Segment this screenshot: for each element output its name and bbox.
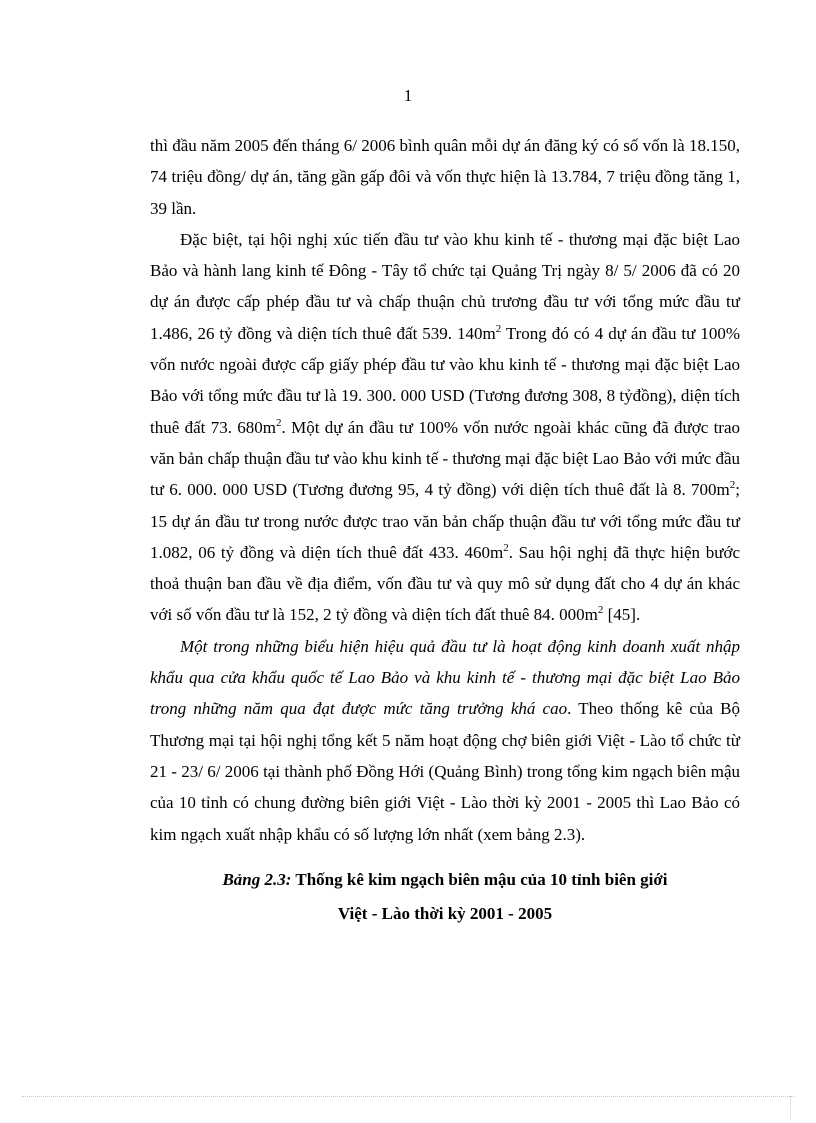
paragraph-3 [150,631,740,850]
paragraph-2-part-2: Trong đó có 4 dự án đầu tư 100% vốn nước ngoài được cấp giấy phép đầu tư vào khu kinh tế - thương mại đặc biệt Lao Bảo với tổng mức đầu tư là 19. 300. 000 USD (Tương đương 308, 8 tỷđồng), diện tích thuê đất 73. 680m [150,323,740,437]
paragraph-2-part-1: Đặc biệt, tại hội nghị xúc tiến đầu tư vào khu kinh tế - thương mại đặc biệt Lao Bảo và hành lang kinh tế Đông - Tây tổ chức tại Quảng Trị ngày 8/ 5/ 2006 đã có 20 dự án được cấp phép đầu tư và chấp thuận chủ trương đầu tư với tổng mức đầu tư 1.486, 26 tỷ đồng và diện tích thuê đất 539. 140m [150,229,740,343]
paragraph-2-part-6: [45]. [603,605,641,625]
paragraph-3-italic: Một trong những biểu hiện hiệu quả đầu tư là hoạt động kinh doanh xuất nhập khẩu qua cửa khẩu quốc tế Lao Bảo và khu kinh tế - thương mại đặc biệt Lao Bảo trong những năm qua đạt được mức tăng trưởng khá cao [150,636,740,719]
paragraph-2 [150,224,740,631]
table-caption-label: Bảng 2.3: [222,869,292,889]
table-caption-line-1: Thống kê kim ngạch biên mậu của 10 tỉnh biên giới [291,869,668,889]
superscript-2: 2 [597,604,604,617]
superscript-2: 2 [503,541,509,554]
paragraph-1: thì đầu năm 2005 đến tháng 6/ 2006 bình quân mỗi dự án đăng ký có số vốn là 18.150, 74 triệu đồng/ dự án, tăng gần gấp đôi và vốn thực hiện là 13.784, 7 triệu đồng tăng 1, 39 lần. [150,136,740,218]
superscript-2: 2 [729,479,736,492]
superscript-2: 2 [276,416,282,429]
document-body [150,130,740,930]
table-caption-line-2: Việt - Lào thời kỳ 2001 - 2005 [337,903,553,923]
paragraph-2-part-5: . Sau hội nghị đã thực hiện bước thoả thuận ban đầu về địa điểm, vốn đầu tư và quy mô sử dụng đất cho 4 dự án khác với số vốn đầu tư là 152, 2 tỷ đồng và diện tích đất thuê 84. 000m [150,542,740,625]
table-caption [150,864,740,930]
page-corner-divider [790,1096,791,1120]
paragraph-3-text: . Theo thống kê của Bộ Thương mại tại hội nghị tổng kết 5 năm hoạt động chợ biên giới Việt - Lào tổ chức từ 21 - 23/ 6/ 2006 tại thành phố Đồng Hới (Quảng Bình) trong tổng kim ngạch biên mậu của 10 tỉnh có chung đường biên giới Việt - Lào thời kỳ 2001 - 2005 thì Lao Bảo có kim ngạch xuất nhập khẩu có số lượng lớn nhất (xem bảng 2.3). [150,699,740,844]
paragraph-2-part-3: . Một dự án đầu tư 100% vốn nước ngoài khác cũng đã được trao văn bản chấp thuận đầu tư vào khu kinh tế - thương mại đặc biệt Lao Bảo với mức đầu tư 6. 000. 000 USD (Tương đương 95, 4 tỷ đồng) với diện tích thuê đất là 8. 700m [150,417,741,500]
paragraph-2-part-4: ; 15 dự án đầu tư trong nước được trao văn bản chấp thuận đầu tư với tổng mức đầu tư 1.082, 06 tỷ đồng và diện tích thuê đất 433. 460m [150,480,740,562]
page-bottom-divider [22,1096,794,1097]
page-number: 1 [403,86,413,105]
superscript-2: 2 [495,322,502,335]
